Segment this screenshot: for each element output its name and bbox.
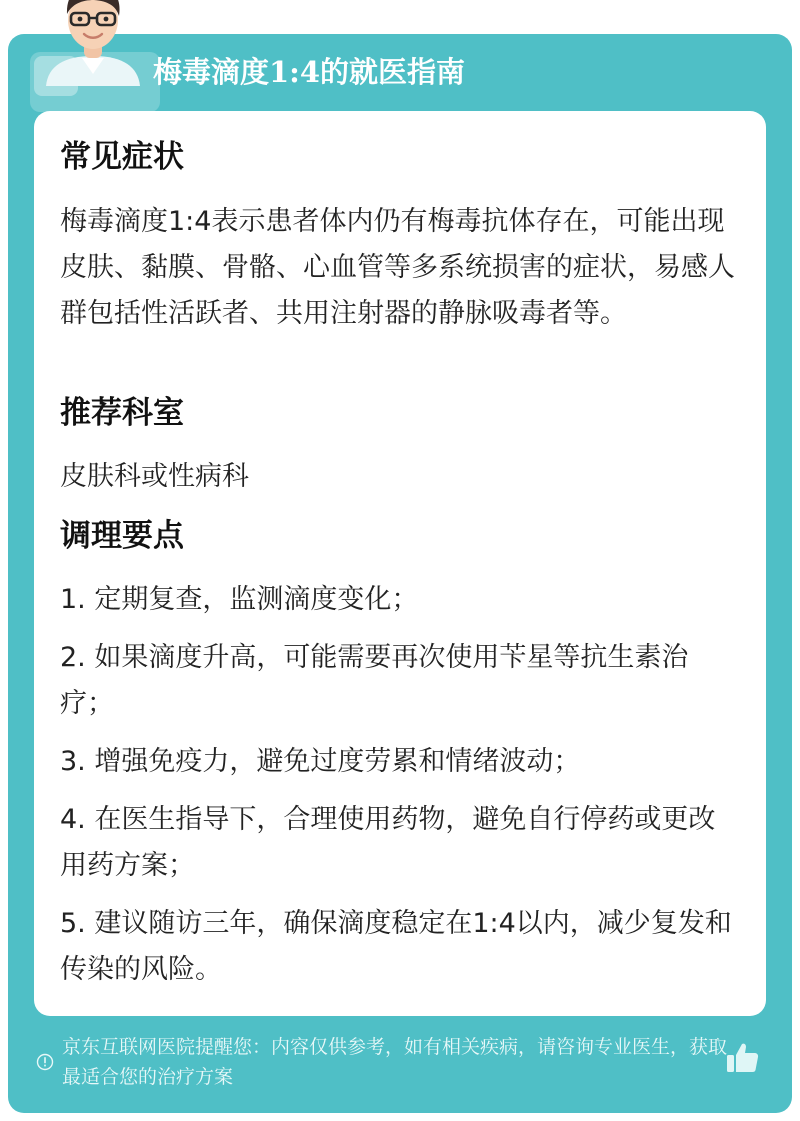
care-item: 3. 增强免疫力，避免过度劳累和情绪波动； (60, 746, 581, 777)
care-item: 4. 在医生指导下，合理使用药物，避免自行停药或更改用药方案； (60, 804, 716, 881)
content-card (34, 111, 766, 1016)
department-heading: 推荐科室 (60, 395, 184, 431)
thumbs-up-icon[interactable] (724, 1040, 760, 1076)
symptoms-heading: 常见症状 (60, 139, 184, 175)
symptoms-text: 梅毒滴度1:4表示患者体内仍有梅毒抗体存在，可能出现皮肤、黏膜、骨骼、心血管等多系统损害的症状，易感人群包括性活跃者、共用注射器的静脉吸毒者等。 (60, 206, 735, 329)
care-item: 5. 建议随访三年，确保滴度稳定在1:4以内，减少复发和传染的风险。 (60, 908, 732, 985)
footer-notice: 京东互联网医院提醒您：内容仅供参考，如有相关疾病，请咨询专业医生，获取最适合您的治疗方案 (62, 1036, 728, 1088)
page-title: 梅毒滴度1:4的就医指南 (153, 55, 466, 89)
care-heading: 调理要点 (60, 518, 184, 554)
doctor-avatar (38, 0, 148, 86)
department-text: 皮肤科或性病科 (60, 461, 249, 492)
info-icon (36, 1053, 54, 1071)
guide-panel (8, 34, 792, 1113)
care-item: 2. 如果滴度升高，可能需要再次使用苄星等抗生素治疗； (60, 642, 689, 719)
care-item: 1. 定期复查，监测滴度变化； (60, 584, 419, 615)
